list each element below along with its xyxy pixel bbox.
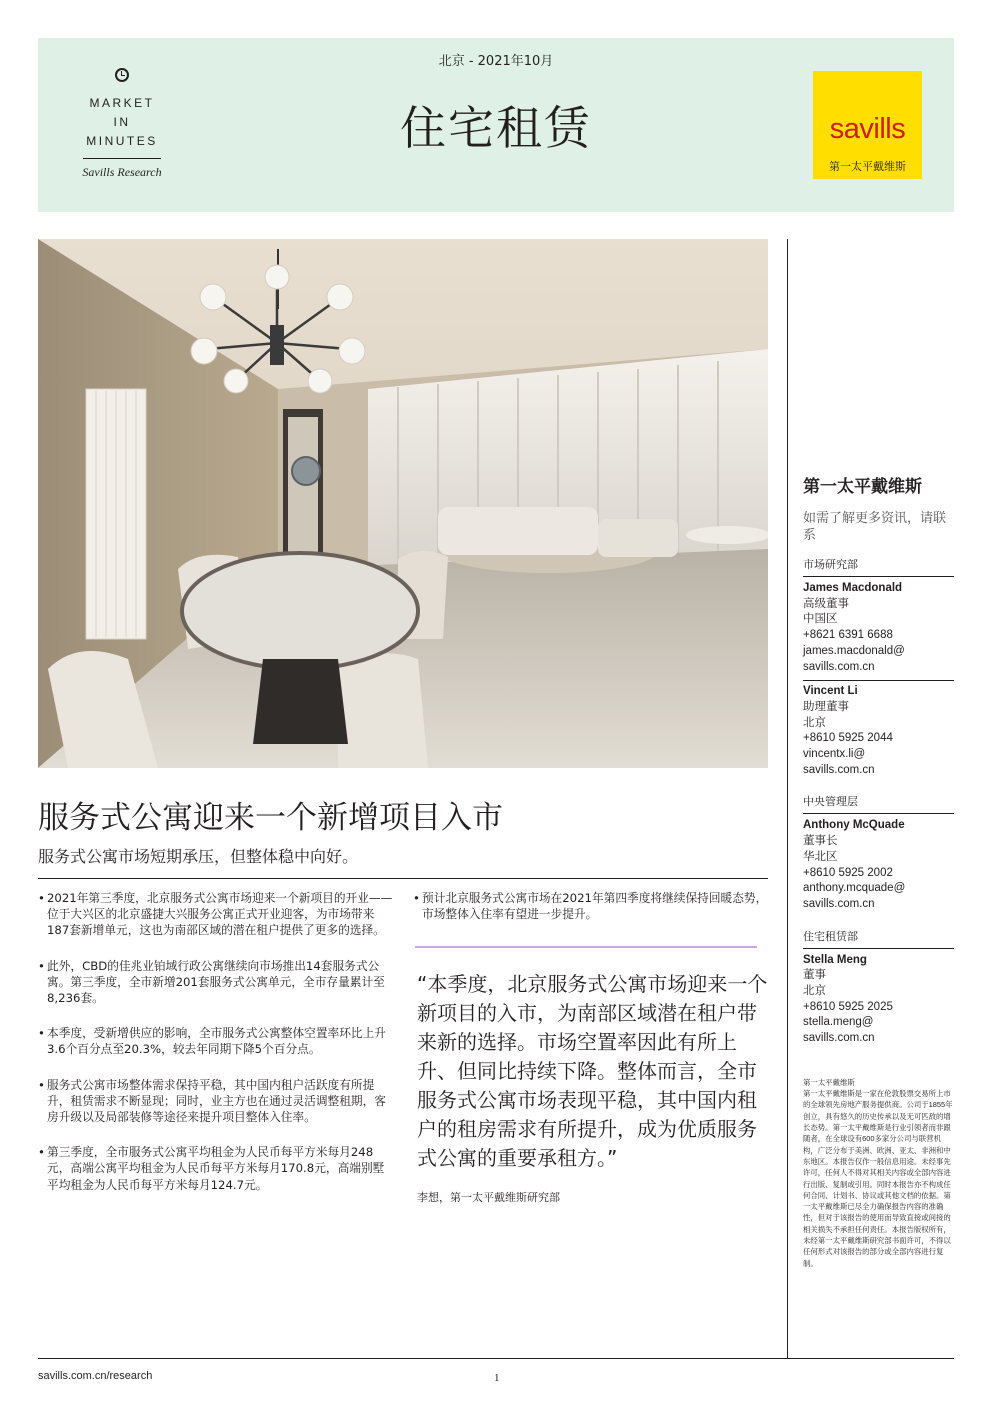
contact-email[interactable]: stella.meng@ bbox=[803, 1016, 874, 1029]
contact-region: 北京 bbox=[803, 985, 826, 998]
contact-role: 高级董事 bbox=[803, 597, 849, 610]
contact-region: 北京 bbox=[803, 716, 826, 729]
contact-phone[interactable]: +8610 5925 2044 bbox=[803, 732, 893, 745]
contact-email-domain[interactable]: savills.com.cn bbox=[803, 660, 875, 673]
contact-email[interactable]: anthony.mcquade@ bbox=[803, 882, 906, 895]
article-subhead: 服务式公寓市场短期承压，但整体稳中向好。 bbox=[38, 847, 359, 866]
logo-word-minutes: MINUTES bbox=[86, 134, 158, 148]
bullet-point: • 服务式公寓市场整体需求保持平稳，其中国内租户活跃度有所提升，租赁需求不断显现；同时，业主方也在通过灵活调整租期，客房升级以及局部装修等途径来提升项目整体入住率。 bbox=[38, 1077, 396, 1126]
contact-anthony-mcquade bbox=[803, 818, 954, 912]
contact-name: Vincent Li bbox=[803, 685, 858, 698]
section-title-management: 中央管理层 bbox=[803, 793, 954, 814]
bullet-point: • 此外，CBD的佳兆业铂域行政公寓继续向市场推出14套服务式公寓。第三季度，全市新增201套服务式公寓单元，全市存量累计至8,236套。 bbox=[38, 958, 396, 1007]
headline-divider bbox=[38, 878, 768, 879]
contact-phone[interactable]: +8610 5925 2025 bbox=[803, 1000, 893, 1013]
clock-icon bbox=[115, 68, 129, 82]
bullet-point: • 第三季度，全市服务式公寓平均租金为人民币每平方米每月248元，高端公寓平均租金为人民币每平方米每月170.8元，高端别墅平均租金为人民币每平方米每月124.7元。 bbox=[38, 1144, 396, 1193]
disclaimer-title: 第一太平戴维斯 bbox=[803, 1077, 855, 1087]
article-headline: 服务式公寓迎来一个新增项目入市 bbox=[38, 800, 503, 836]
section-title-research: 市场研究部 bbox=[803, 556, 954, 577]
quote-attribution: 李想，第一太平戴维斯研究部 bbox=[417, 1191, 560, 1205]
bullet-point: • 2021年第三季度，北京服务式公寓市场迎来一个新项目的开业——位于大兴区的北京盛捷大兴服务公寓正式开业迎客，为市场带来187套新增单元，这也为南部区域的潜在租户提供了更多的选择。 bbox=[38, 890, 396, 939]
footer-divider bbox=[38, 1358, 954, 1359]
article-left-column bbox=[38, 890, 396, 1212]
section-title-residential-leasing: 住宅租赁部 bbox=[803, 928, 954, 949]
contact-phone[interactable]: +8621 6391 6688 bbox=[803, 629, 893, 642]
sidebar-intro: 如需了解更多资讯，请联系 bbox=[803, 510, 947, 542]
contact-name: James Macdonald bbox=[803, 582, 903, 594]
contact-phone[interactable]: +8610 5925 2002 bbox=[803, 866, 893, 879]
pull-quote: “本季度，北京服务式公寓市场迎来一个新项目的入市，为南部区域潜在租户带来新的选择。市场空置率因此有所上升、但同比持续下降。整体而言，全市服务式公寓市场表现平稳，其中国内租户的租房需求有所提升，成为优质服务式公寓的重要承租方。” bbox=[417, 972, 768, 1171]
logo-divider bbox=[83, 158, 161, 159]
savills-logo bbox=[813, 71, 922, 179]
dateline: 北京 - 2021年10月 bbox=[438, 54, 554, 69]
footer-url[interactable]: savills.com.cn/research bbox=[38, 1370, 153, 1382]
contact-email[interactable]: vincentx.li@ bbox=[803, 748, 866, 761]
sidebar-divider bbox=[787, 239, 788, 1359]
bullet-point: • 预计北京服务式公寓市场在2021年第四季度将继续保持回暖态势，市场整体入住率有望进一步提升。 bbox=[413, 890, 768, 922]
disclaimer bbox=[803, 1077, 954, 1269]
contact-email[interactable]: james.macdonald@ bbox=[803, 644, 905, 657]
quote-divider bbox=[415, 946, 757, 948]
contact-stella-meng bbox=[803, 953, 954, 1047]
logo-subtitle: Savills Research bbox=[82, 165, 162, 179]
page-number: 1 bbox=[494, 1372, 500, 1384]
contact-region: 华北区 bbox=[803, 850, 838, 863]
disclaimer-text: 第一太平戴维斯是一家在伦敦股票交易所上市的全球领先房地产服务提供商。公司于1855年创立，具有悠久的历史传承以及无可匹敌的增长态势。第一太平戴维斯是行业引领者而非跟随者，在全球设有600多家分公司与联营机构，广泛分布于美洲、欧洲、亚太、非洲和中东地区。本报告仅作一般信息用途。未经事先许可，任何人不得对其相关内容或全部内容进行出版、复制或引用。同时本报告亦不构成任何合同、计划书、协议或其他文档的依据。第一太平戴维斯已尽全力确保报告内容的准确性，但对于该报告的使用而导致直接或间接的相关损失不承担任何责任。本报告版权所有，未经第一太平戴维斯研究部书面许可，不得以任何形式对该报告的部分或全部内容进行复制。 bbox=[803, 1089, 953, 1268]
savills-logo-chinese: 第一太平戴维斯 bbox=[829, 160, 906, 173]
contact-region: 中国区 bbox=[803, 613, 838, 626]
contact-role: 董事 bbox=[803, 969, 826, 982]
contact-vincent-li bbox=[803, 680, 954, 778]
contact-role: 董事长 bbox=[803, 835, 838, 848]
contact-email-domain[interactable]: savills.com.cn bbox=[803, 763, 875, 776]
contact-james-macdonald bbox=[803, 581, 954, 675]
savills-logo-word: savills bbox=[829, 113, 906, 145]
contact-sidebar bbox=[803, 472, 954, 1269]
sidebar-brand: 第一太平戴维斯 bbox=[803, 477, 922, 496]
contact-name: Anthony McQuade bbox=[803, 819, 905, 832]
contact-role: 助理董事 bbox=[803, 700, 849, 713]
contact-email-domain[interactable]: savills.com.cn bbox=[803, 897, 875, 910]
contact-email-domain[interactable]: savills.com.cn bbox=[803, 1032, 875, 1045]
logo-word-market: MARKET bbox=[89, 96, 155, 110]
article-right-column bbox=[413, 890, 768, 1205]
logo-word-in: IN bbox=[113, 115, 131, 129]
header-band bbox=[38, 38, 954, 212]
page-title: 住宅租赁 bbox=[400, 101, 592, 155]
bullet-point: • 本季度，受新增供应的影响，全市服务式公寓整体空置率环比上升3.6个百分点至20.3%，较去年同期下降5个百分点。 bbox=[38, 1025, 396, 1057]
contact-name: Stella Meng bbox=[803, 953, 867, 966]
apartment-interior-photo bbox=[38, 239, 768, 768]
